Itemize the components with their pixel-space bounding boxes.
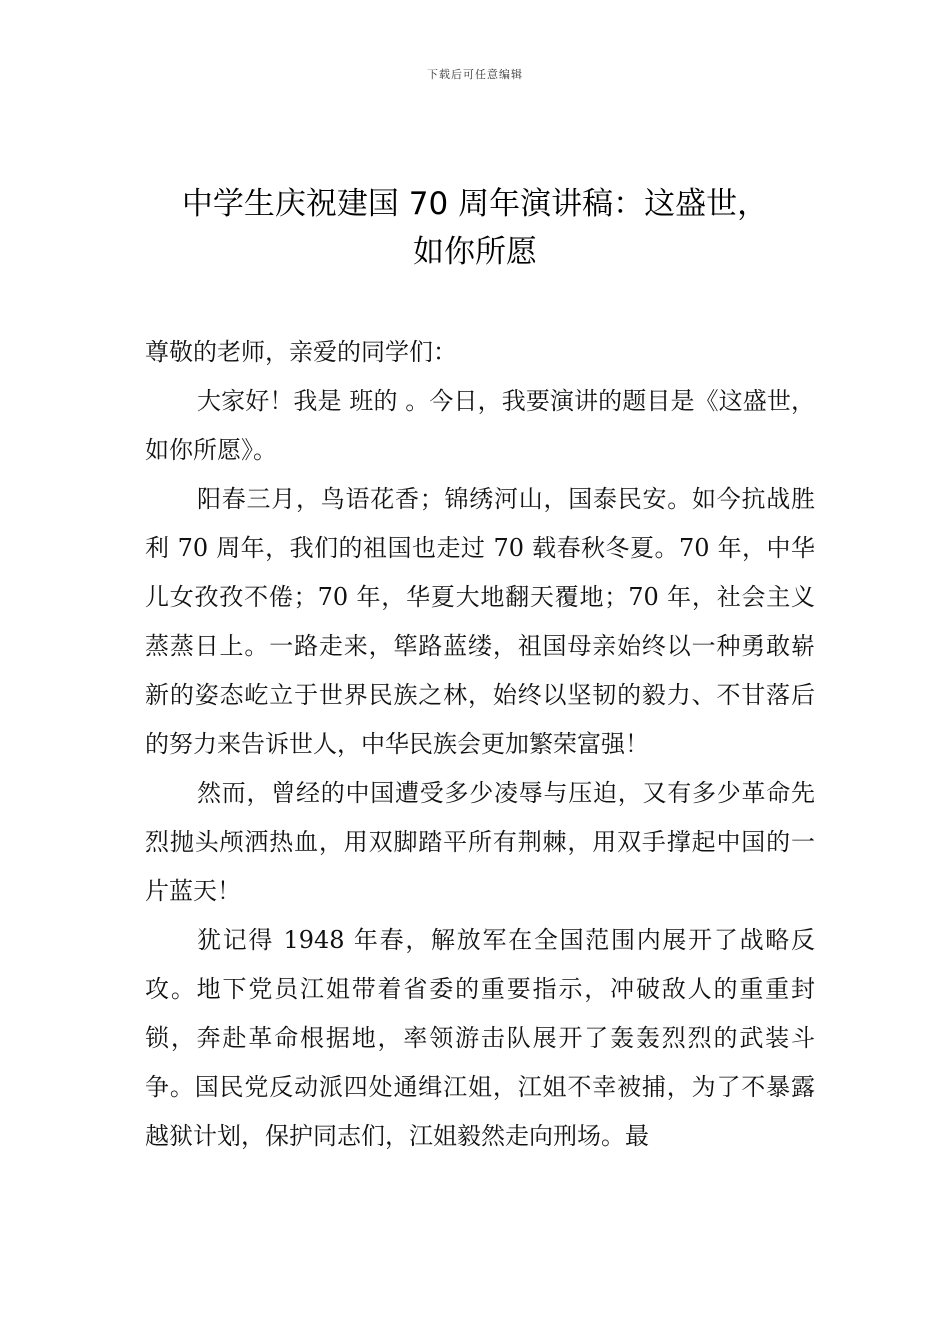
title-line-2: 如你所愿 (413, 234, 537, 270)
salutation: 尊敬的老师，亲爱的同学们： (145, 338, 457, 366)
title-line-1: 中学生庆祝建国 70 周年演讲稿：这盛世， (181, 186, 769, 222)
page-header-note: 下载后可任意编辑 (427, 68, 523, 81)
paragraph-jiangjie: 犹记得 1948 年春，解放军在全国范围内展开了战略反攻。地下党员江姐带着省委的重要指示，冲破敌人的重重封锁，奔赴革命根据地，率领游击队展开了轰轰烈烈的武装斗争。国民党反动派四处通缉江姐，江姐不幸被捕，为了不暴露越狱计划，保护同志们，江姐毅然走向刑场。最 (145, 926, 815, 1150)
document-title (120, 180, 830, 276)
document-body (145, 328, 815, 1161)
paragraph-spring: 阳春三月，鸟语花香；锦绣河山，国泰民安。如今抗战胜利 70 周年，我们的祖国也走过 70 载春秋冬夏。70 年，中华儿女孜孜不倦；70 年，华夏大地翻天覆地；70 年，社会主义蒸蒸日上。一路走来，筚路蓝缕，祖国母亲始终以一种勇敢崭新的姿态屹立于世界民族之林，始终以坚韧的毅力、不甘落后的努力来告诉世人，中华民族会更加繁荣富强！ (145, 485, 815, 758)
paragraph-history: 然而，曾经的中国遭受多少凌辱与压迫，又有多少革命先烈抛头颅洒热血，用双脚踏平所有荆棘，用双手撑起中国的一片蓝天！ (145, 779, 815, 905)
paragraph-greeting: 大家好！我是 班的 。今日，我要演讲的题目是《这盛世，如你所愿》。 (145, 387, 815, 464)
